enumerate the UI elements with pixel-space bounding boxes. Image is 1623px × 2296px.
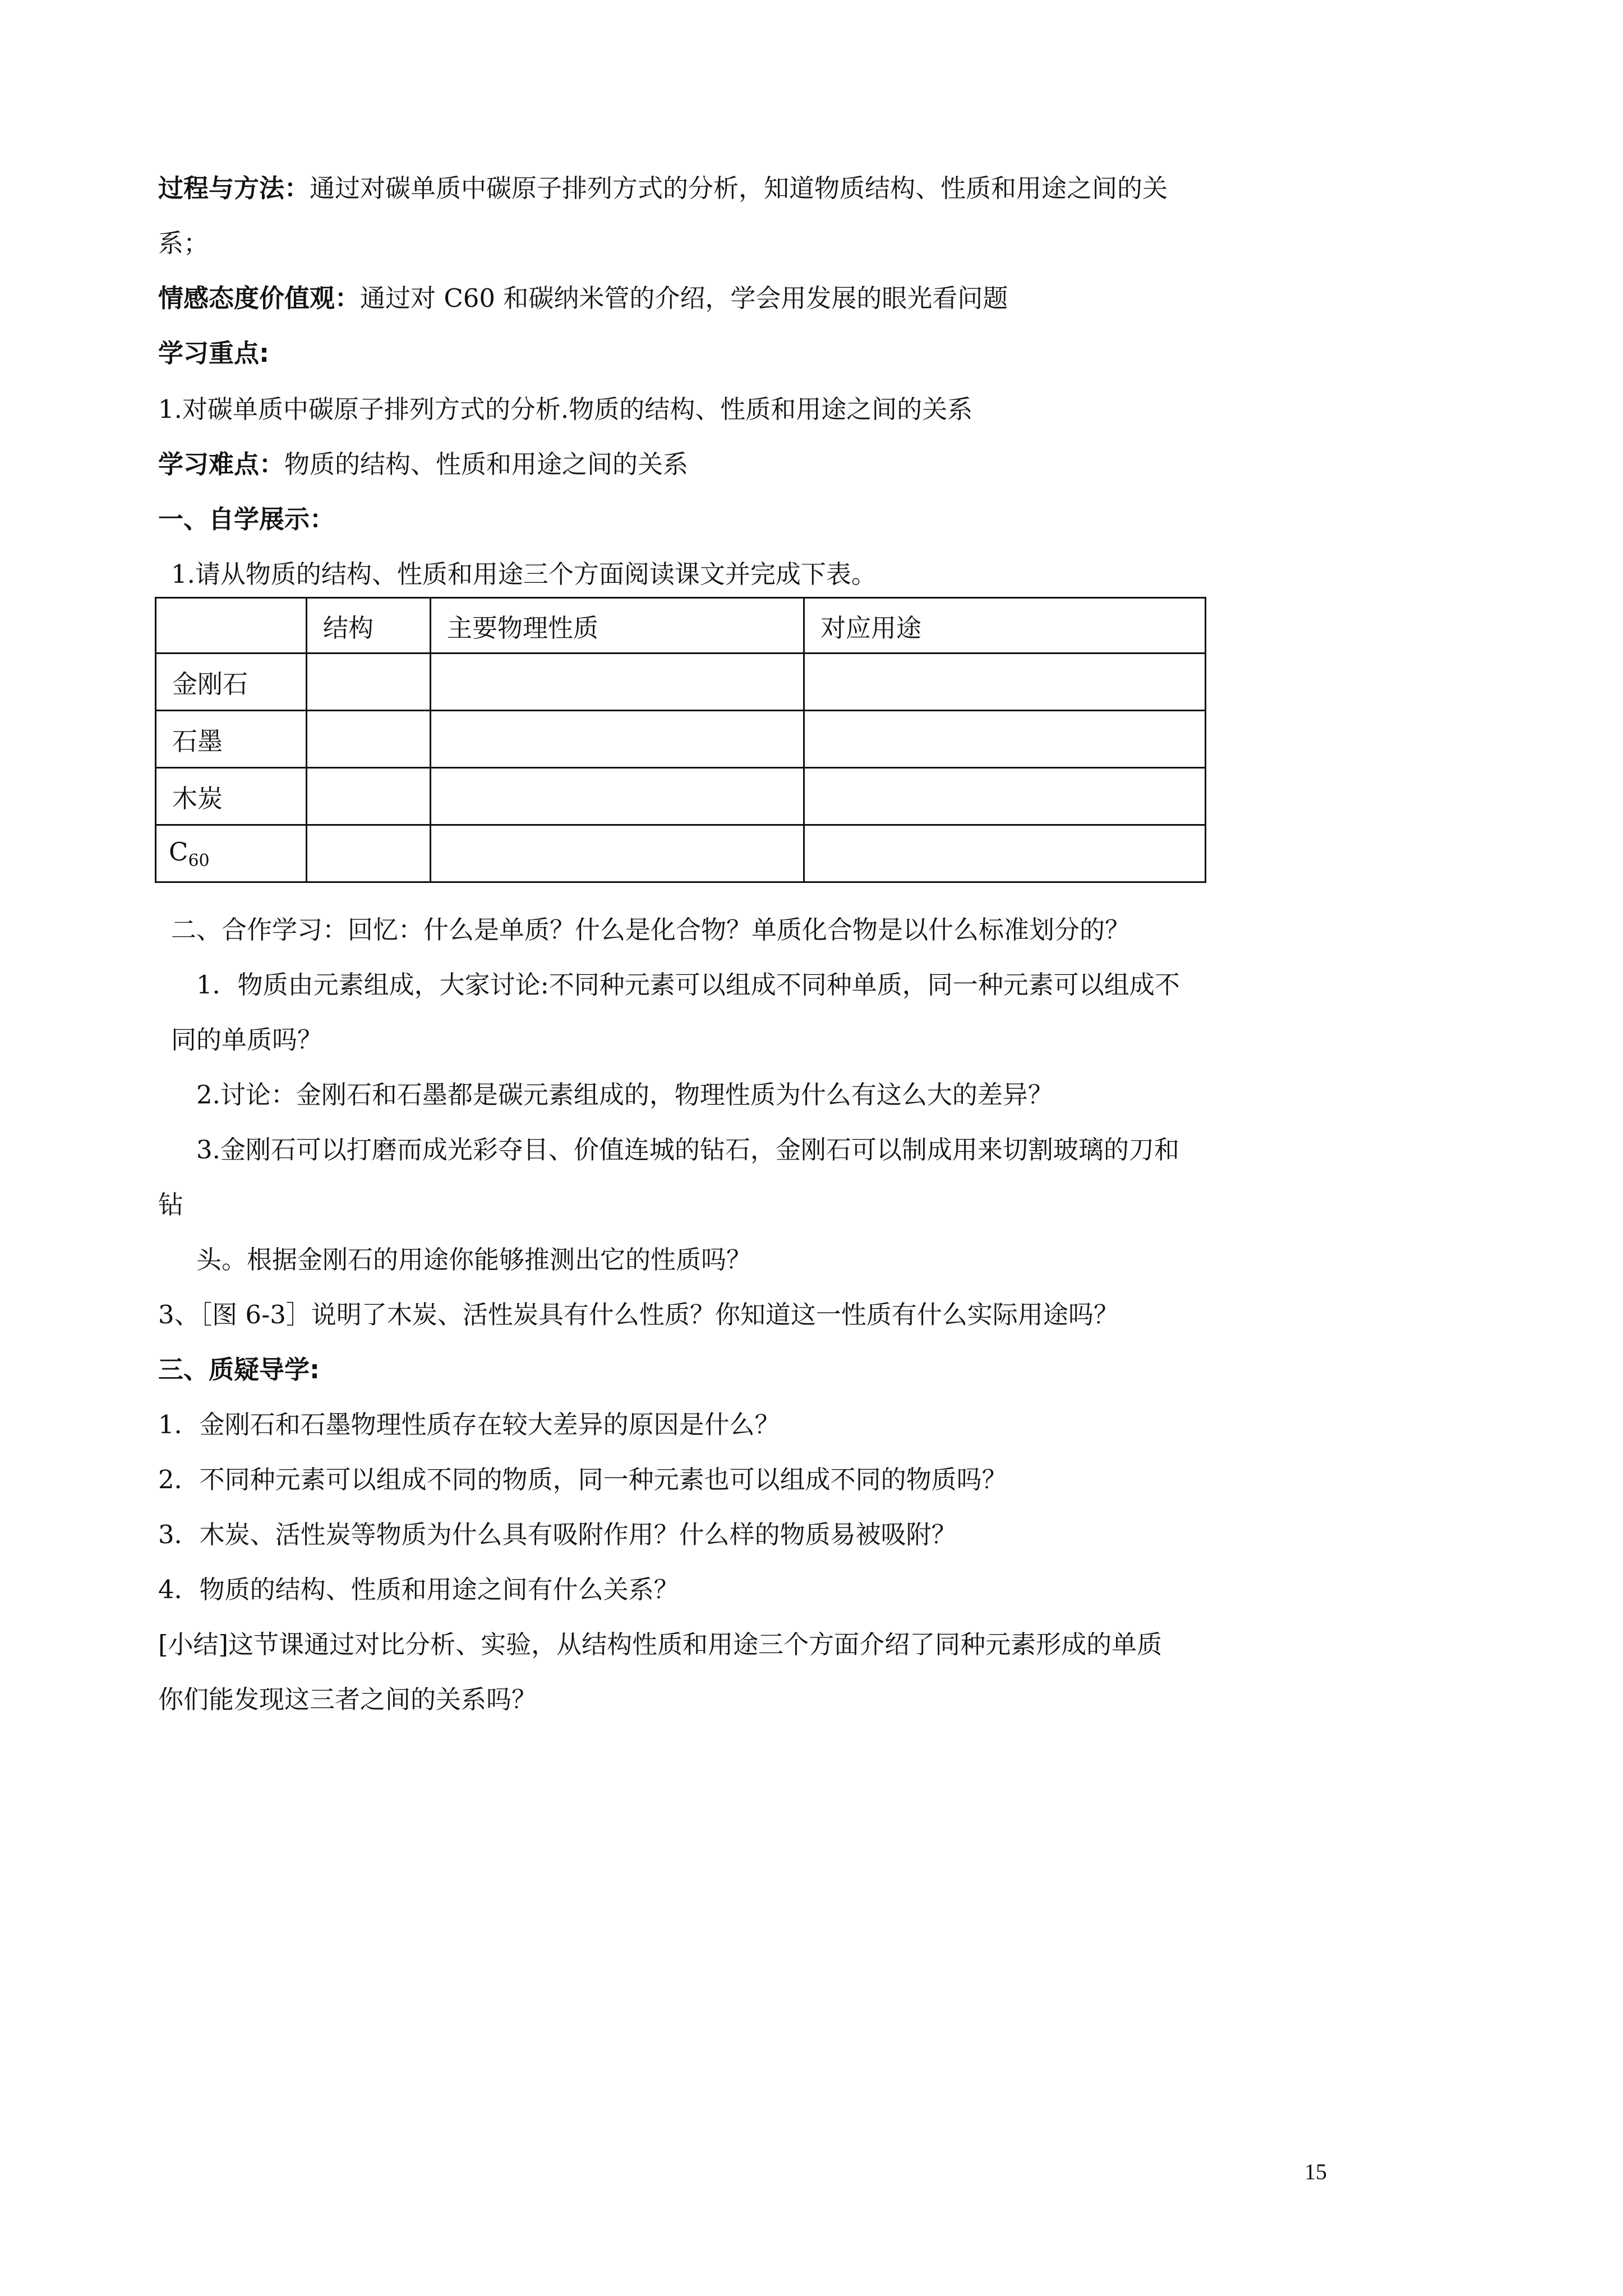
table-row-label (156, 825, 307, 882)
section-2-question-2: 2.讨论：金刚石和石墨都是碳元素组成的，物理性质为什么有这么大的差异？ (196, 1080, 1053, 1110)
section-3-question-4: 4．物质的结构、性质和用途之间有什么关系？ (158, 1575, 679, 1604)
emotion-values-text: 通过对 C60 和碳纳米管的介绍，学会用发展的眼光看问题 (360, 283, 1008, 313)
table-row-label: 石墨 (156, 711, 307, 768)
section-2-question-3-cont-2: 头。根据金刚石的用途你能够推测出它的性质吗？ (196, 1245, 752, 1274)
summary-line-1: [小结]这节课通过对比分析、实验，从结构性质和用途三个方面介绍了同种元素形成的单质 (158, 1630, 1163, 1659)
summary-line-2: 你们能发现这三者之间的关系吗？ (158, 1685, 537, 1714)
table-row (156, 768, 1206, 825)
table-cell-properties[interactable] (431, 825, 804, 882)
table-header-cell: 对应用途 (804, 598, 1206, 654)
section-2-question-3-cont: 钻 (158, 1190, 184, 1220)
table-cell-structure[interactable] (307, 654, 431, 711)
process-method-line-2: 系； (158, 228, 209, 258)
table-header-cell: 主要物理性质 (431, 598, 804, 654)
table-cell-uses[interactable] (804, 825, 1206, 882)
section-3-question-1: 1．金刚石和石墨物理性质存在较大差异的原因是什么？ (158, 1410, 780, 1439)
c60-subscript: 60 (188, 850, 210, 871)
section-2-question-1: 1．物质由元素组成，大家讨论:不同种元素可以组成不同种单质，同一种元素可以组成不 (196, 970, 1180, 1000)
table-row (156, 825, 1206, 882)
table-cell-uses[interactable] (804, 768, 1206, 825)
table-cell-properties[interactable] (431, 654, 804, 711)
section-2-heading: 二、合作学习：回忆：什么是单质？什么是化合物？单质化合物是以什么标准划分的？ (171, 915, 1131, 945)
emotion-values-label: 情感态度价值观： (158, 283, 361, 313)
key-point-item: 1.对碳单质中碳原子排列方式的分析.物质的结构、性质和用途之间的关系 (158, 394, 973, 424)
table-row (156, 711, 1206, 768)
page-number: 15 (1304, 2159, 1327, 2184)
section-3-question-3: 3．木炭、活性炭等物质为什么具有吸附作用？什么样的物质易被吸附？ (158, 1520, 957, 1549)
table-cell-uses[interactable] (804, 654, 1206, 711)
table-header-cell (156, 598, 307, 654)
section-1-heading: 一、自学展示： (158, 504, 335, 534)
c60-main: C (169, 836, 188, 867)
difficulties-line (158, 448, 688, 481)
section-3-question-2: 2．不同种元素可以组成不同的物质，同一种元素也可以组成不同的物质吗？ (158, 1465, 1007, 1494)
table-row-label: 金刚石 (156, 654, 307, 711)
process-method-text: 通过对碳单质中碳原子排列方式的分析，知道物质结构、性质和用途之间的关 (310, 173, 1168, 203)
difficulties-text: 物质的结构、性质和用途之间的关系 (284, 449, 689, 479)
key-points-heading: 学习重点: (158, 338, 269, 368)
table-header-cell: 结构 (307, 598, 431, 654)
table-cell-properties[interactable] (431, 768, 804, 825)
process-method-label: 过程与方法： (158, 173, 310, 203)
process-method-line (158, 172, 1168, 205)
section-2-question-3: 3.金刚石可以打磨而成光彩夺目、价值连城的钻石，金刚石可以制成用来切割玻璃的刀和 (196, 1135, 1179, 1165)
carbon-comparison-table (155, 597, 1206, 883)
table-row-label: 木炭 (156, 768, 307, 825)
table-cell-properties[interactable] (431, 711, 804, 768)
section-3-heading: 三、质疑导学: (158, 1355, 320, 1384)
table-cell-structure[interactable] (307, 768, 431, 825)
section-2-question-1-cont: 同的单质吗？ (171, 1025, 323, 1055)
section-1-instruction: 1.请从物质的结构、性质和用途三个方面阅读课文并完成下表。 (171, 559, 877, 589)
table-header-row (156, 598, 1206, 654)
table-row (156, 654, 1206, 711)
emotion-values-line (158, 282, 1008, 315)
table-cell-uses[interactable] (804, 711, 1206, 768)
section-2-question-4: 3、［图 6-3］说明了木炭、活性炭具有什么性质？你知道这一性质有什么实际用途吗？ (158, 1300, 1119, 1329)
table-cell-structure[interactable] (307, 711, 431, 768)
table-cell-structure[interactable] (307, 825, 431, 882)
difficulties-label: 学习难点： (158, 449, 285, 479)
